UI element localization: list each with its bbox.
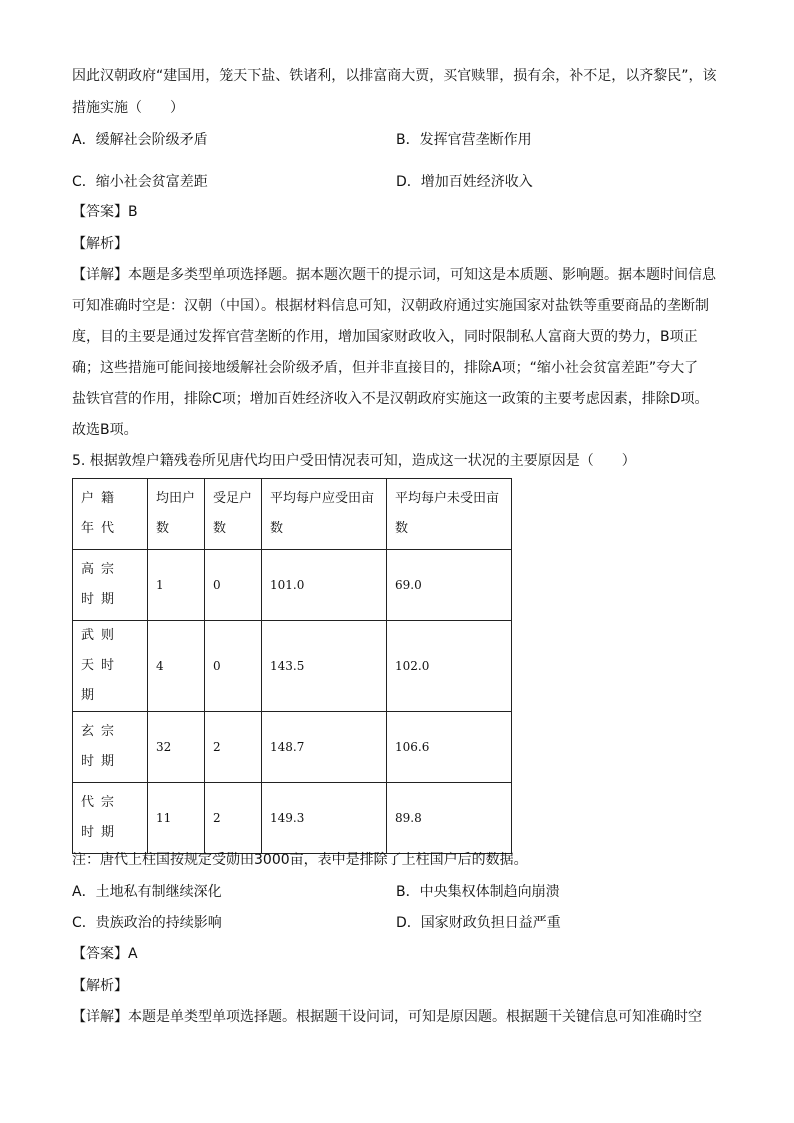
table-cell: 2: [205, 783, 262, 854]
q5-option-d: D．国家财政负担日益严重: [396, 915, 561, 931]
q4-option-c: C．缩小社会贫富差距: [72, 174, 208, 190]
table-cell: 89.8: [387, 783, 512, 854]
q4-stem-line-2: 措施实施（ ）: [72, 100, 184, 116]
table-row: [73, 550, 512, 621]
table-cell: 11: [148, 783, 205, 854]
table-cell: 143.5: [262, 621, 387, 712]
q5-option-b: B．中央集权体制趋向崩溃: [396, 884, 560, 900]
table-cell: 1: [148, 550, 205, 621]
table-cell: 武则天时期: [73, 621, 148, 712]
header-cell-fully-allotted: 受足户数: [205, 479, 262, 550]
table-row: [73, 712, 512, 783]
table-cell: 玄宗时期: [73, 712, 148, 783]
table-cell: 高宗时期: [73, 550, 148, 621]
table-cell: 149.3: [262, 783, 387, 854]
q4-detail-line-2: 可知准确时空是：汉朝（中国）。根据材料信息可知，汉朝政府通过实施国家对盐铁等重要商品的垄断制: [72, 298, 709, 314]
table-cell: 代宗时期: [73, 783, 148, 854]
q4-analysis-label: 【解析】: [72, 236, 128, 252]
q5-answer: 【答案】A: [72, 946, 138, 962]
table-row: [73, 621, 512, 712]
header-cell-juntian-households: 均田户数: [148, 479, 205, 550]
q4-detail-line-5: 盐铁官营的作用，排除C项；增加百姓经济收入不是汉朝政府实施这一政策的主要考虑因素，排除D项。: [72, 391, 709, 407]
table-cell: 4: [148, 621, 205, 712]
q5-detail-line-1: 【详解】本题是单类型单项选择题。根据题干设问词，可知是原因题。根据题干关键信息可知准确时空: [72, 1009, 702, 1025]
q4-detail-line-6: 故选B项。: [72, 422, 138, 438]
q4-stem-line-1: 因此汉朝政府“建国用，笼天下盐、铁诸利，以排富商大贾，买官赎罪，损有余，补不足，以齐黎民”，该: [72, 68, 717, 84]
table-cell: 148.7: [262, 712, 387, 783]
table-cell: 2: [205, 712, 262, 783]
header-cell-household-era: 户籍年代: [73, 479, 148, 550]
land-allocation-table: [72, 478, 512, 854]
header-cell-avg-unallotted: 平均每户未受田亩数: [387, 479, 512, 550]
q4-option-d: D．增加百姓经济收入: [396, 174, 533, 190]
table-header-row: [73, 479, 512, 550]
table-cell: 101.0: [262, 550, 387, 621]
q4-option-b: B．发挥官营垄断作用: [396, 132, 532, 148]
q4-detail-line-4: 确；这些措施可能间接地缓解社会阶级矛盾，但并非直接目的，排除A项；“缩小社会贫富差距”夸大了: [72, 360, 699, 376]
table-row: [73, 783, 512, 854]
q4-detail-line-1: 【详解】本题是多类型单项选择题。据本题次题干的提示词，可知这是本质题、影响题。据本题时间信息: [72, 267, 716, 283]
q5-analysis-label: 【解析】: [72, 978, 128, 994]
q5-option-a: A．土地私有制继续深化: [72, 884, 222, 900]
q5-option-c: C．贵族政治的持续影响: [72, 915, 222, 931]
table-cell: 69.0: [387, 550, 512, 621]
table-cell: 32: [148, 712, 205, 783]
q4-detail-line-3: 度，目的主要是通过发挥官营垄断的作用，增加国家财政收入，同时限制私人富商大贾的势力，B项正: [72, 329, 698, 345]
header-cell-avg-entitled: 平均每户应受田亩数: [262, 479, 387, 550]
table-cell: 102.0: [387, 621, 512, 712]
table-cell: 0: [205, 550, 262, 621]
q5-stem: 5. 根据敦煌户籍残卷所见唐代均田户受田情况表可知，造成这一状况的主要原因是（ ）: [72, 453, 636, 469]
q4-answer: 【答案】B: [72, 204, 138, 220]
q5-table-note: 注：唐代上柱国按规定受勋田3000亩，表中是排除了上柱国户后的数据。: [72, 852, 528, 868]
table-cell: 106.6: [387, 712, 512, 783]
table-cell: 0: [205, 621, 262, 712]
q4-option-a: A．缓解社会阶级矛盾: [72, 132, 208, 148]
